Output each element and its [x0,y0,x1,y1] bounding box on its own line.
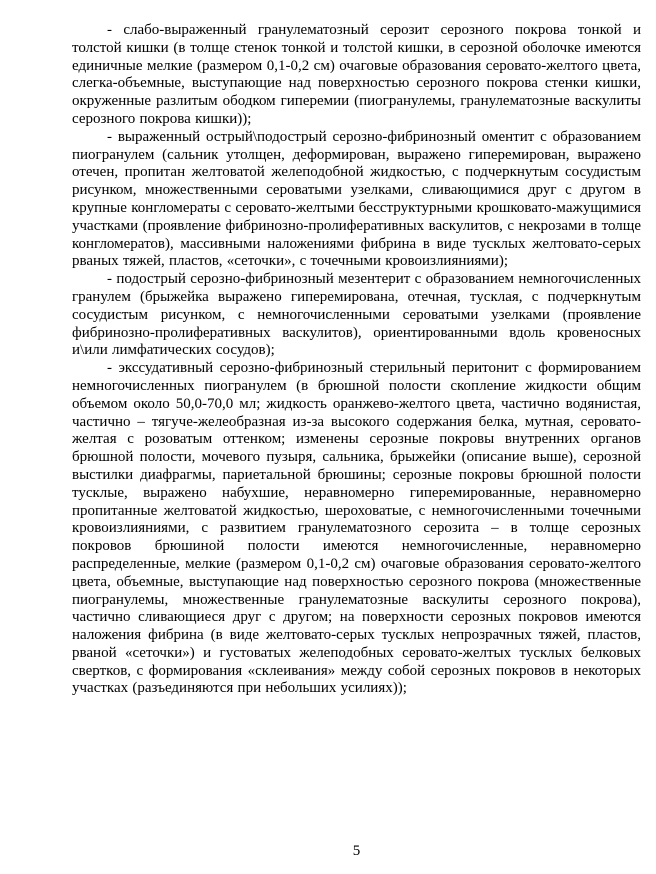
paragraph-mezenterit: - подострый серозно-фибринозный мезентерит с образованием немногочисленных гранулем (брыжейка выражено гиперемирована, отечная, тусклая, с подчеркнутым сосудистым рисунком, с немногочисленными сероватыми узелками (проявление фибринозно-пролиферативных васкулитов), ориентированными вдоль кровеносных и\или лимфатических сосудов); [72,271,641,359]
paragraph-omentit: - выраженный острый\подострый серозно-фибринозный оментит с образованием пиогранулем (сальник утолщен, деформирован, выражено гиперемирован, выражено отечен, пропитан желтоватой желеподобной жидкостью, с подчеркнутым сосудистым рисунком, множественными сероватыми узелками, сливающимися друг с другом в крупные конгломераты с серовато-желтыми бесструктурными крошковато-мажущимися участками (проявление фибринозно-пролиферативных васкулитов, с некрозами в толще конгломератов), массивными наложениями фибрина в виде тусклых желтовато-серых рваных тяжей, пластов, «сеточки», с точечными кровоизлияниями); [72,128,641,270]
paragraph-peritonit: - экссудативный серозно-фибринозный стерильный перитонит с формированием немногочисленных пиогранулем (в брюшной полости скопление жидкости общим объемом около 50,0-70,0 мл; жидкость оранжево-желтого цвета, частично водянистая, частично – тягуче-желеобразная из-за высокого содержания белка, мутная, серовато-желтая с розоватым оттенком; изменены серозные покровы внутренних органов брюшной полости, мочевого пузыря, сальника, брыжейки (описание выше), серозной выстилки диафрагмы, париетальной брюшины; серозные покровы брюшной полости тусклые, выражено набухшие, неравномерно гиперемированные, неравномерно пропитанные желтоватой жидкостью, шероховатые, с немногочисленными точечными кровоизлияниями, с развитием гранулематозного серозита – в толще серозных покровов брюшиной полости имеются немногочисленные, неравномерно распределенные, мелкие (размером 0,1-0,2 см) очаговые образования серовато-желтого цвета, объемные, выступающие над поверхностью серозного покрова (множественные пиогранулемы, множественные гранулематозные васкулиты серозного покрова), частично сливающиеся друг с другом; на поверхности серозных покровов имеются наложения фибрина (в виде желтовато-серых тусклых непрозрачных тяжей, пластов, рваной «сеточки») и густоватых желеподобных серовато-желтых тусклых белковых свертков, с формирования «склеивания» между собой серозных покровов в некоторых участках (разъединяются при небольших усилиях)); [72,360,641,697]
text-block [72,22,641,698]
page-number: 5 [352,843,361,859]
paragraph-serosit: - слабо-выраженный гранулематозный серозит серозного покрова тонкой и толстой кишки (в толще стенок тонкой и толстой кишки, в серозной оболочке имеются единичные мелкие (размером 0,1-0,2 см) очаговые образования серовато-желтого цвета, слегка-объемные, выступающие над поверхностью серозного покрова стенки кишки, окруженные разлитым ободком гиперемии (пиогранулемы, гранулематозные васкулиты серозного покрова кишки)); [72,22,641,127]
